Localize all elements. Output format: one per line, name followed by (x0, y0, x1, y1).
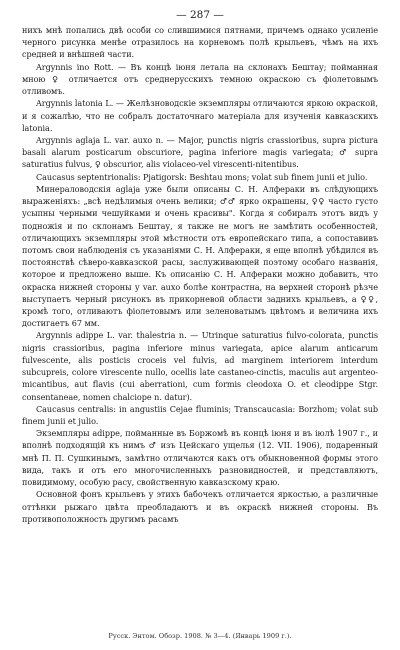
paragraph-continuation: нихъ мнѣ попались двѣ особи со слившимися пятнами, причемъ однако усиленіе черного рисунка менѣе отразилось на корневомъ полѣ крыльевъ, чѣмъ на ихъ средней и внѣшней части. (22, 25, 378, 60)
entry-argynnis-latonia: Argynnis latonia L. — Желѣзноводскіе экземпляры отличаются яркою окраской, и я сожалѣю, что не собралъ достаточнаго матеріала для изученія кавказскихъ latonia. (22, 98, 378, 133)
entry-argynnis-ino: Argynnis ino Rott. — Въ концѣ іюня летала на склонахъ Бештау; пойманная мною ♀ отличается отъ среднерусскихъ темною окраскою съ фіолетовымъ отливомъ. (22, 61, 378, 97)
page-text (22, 24, 378, 525)
entry-argynnis-adippe-thalestria: Argynnis adippe L. var. thalestria n. — Utrinque saturatius fulvo-colorata, punctis nigris crassioribus, pagina inferiore minus variegata, apice alarum anticarum fulvescente, alis posticis croceis vel fulvis, ad marginem interiorem interdum subcupreis, colore virescente nullo, ocellis late castaneo-cinctis, maculis aut argenteo-micantibus, aut flavis (cui aberrationi, cum formis cleodoxa O. et cleodippe Stgr. consentaneae, nomen chalciope n. datur). (22, 330, 378, 402)
journal-footer: Русск. Энтом. Обозр. 1908. № 3—4. (Январь 1909 г.). (108, 632, 292, 640)
paragraph-aglaja-discussion: Минераловодскія aglaja уже были описаны С. Н. Алфераки въ слѣдующихъ выраженіяхъ: „всѣ недѣлимыя очень велики; ♂♂ ярко окрашены, ♀♀ часто густо усыпны черными чешуйками и очень красивы". Когда я собиралъ этотъ видъ у подножія и по склонамъ Бештау, я также не могъ не замѣтить особенностей, отличающихъ экземпляры этой мѣстности отъ европейскаго типа, а сопоставивъ потомъ свои наблюденія съ указаніями С. Н. Алфераки, я еще вполнѣ убѣдился въ постоянствѣ сѣверо-кавказской расы, заслуживающей поэтому особаго названія, которое и предложено выше. Къ описанію С. Н. Алфераки можно добавить, что окраска нижней стороны у var. auxo болѣе контрастна, на верхней сторонѣ рѣзче выступаетъ черный рисунокъ въ прикорневой области заднихъ крыльевъ, а ♀♀, кромѣ того, отливаютъ фіолетовымъ или зеленоватымъ цвѣтомъ и величина ихъ достигаетъ 67 мм. (22, 183, 378, 329)
page-number: — 287 — (176, 9, 224, 21)
paragraph-ground-color: Основной фонъ крыльевъ у этихъ бабочекъ отличается яркостью, а различные оттѣнки рыжаго цвѣта преобладаютъ и въ окраскѣ нижней стороны. Въ противоположность другимъ расамъ (22, 489, 378, 524)
entry-argynnis-aglaja-auxo: Argynnis aglaja L. var. auxo n. — Major, punctis nigris crassioribus, supra pictura basali alarum posticarum obscuriore, pagina inferiore magis variegata; ♂ supra saturatius fulvus, ♀ obscurior, alis violaceo-vel virescenti-nitentibus. (22, 134, 378, 170)
locality-caucasus-centralis: Caucasus centralis: in angustiis Cejae fluminis; Transcaucasia: Borzhom; volat sub finem junii et julio. (22, 403, 378, 426)
paragraph-adippe-discussion: Экземпляры adippe, пойманные въ Боржомѣ въ концѣ іюня и въ іюлѣ 1907 г., и вполнѣ подходящій къ нимъ ♂ изъ Цейскаго ущелья (12. VII. 1906), подаренный мнѣ П. П. Сушкинымъ, замѣтно отличаются какъ отъ обыкновенной формы этого вида, такъ и отъ его многочисленныхъ разновидностей, и представляютъ, повидимому, особую расу, свойственную кавказскому краю. (22, 428, 378, 488)
locality-caucasus-septentrionalis: Caucasus septentrionalis: Pjatigorsk: Beshtau mons; volat sub finem junii et julio. (36, 171, 368, 182)
